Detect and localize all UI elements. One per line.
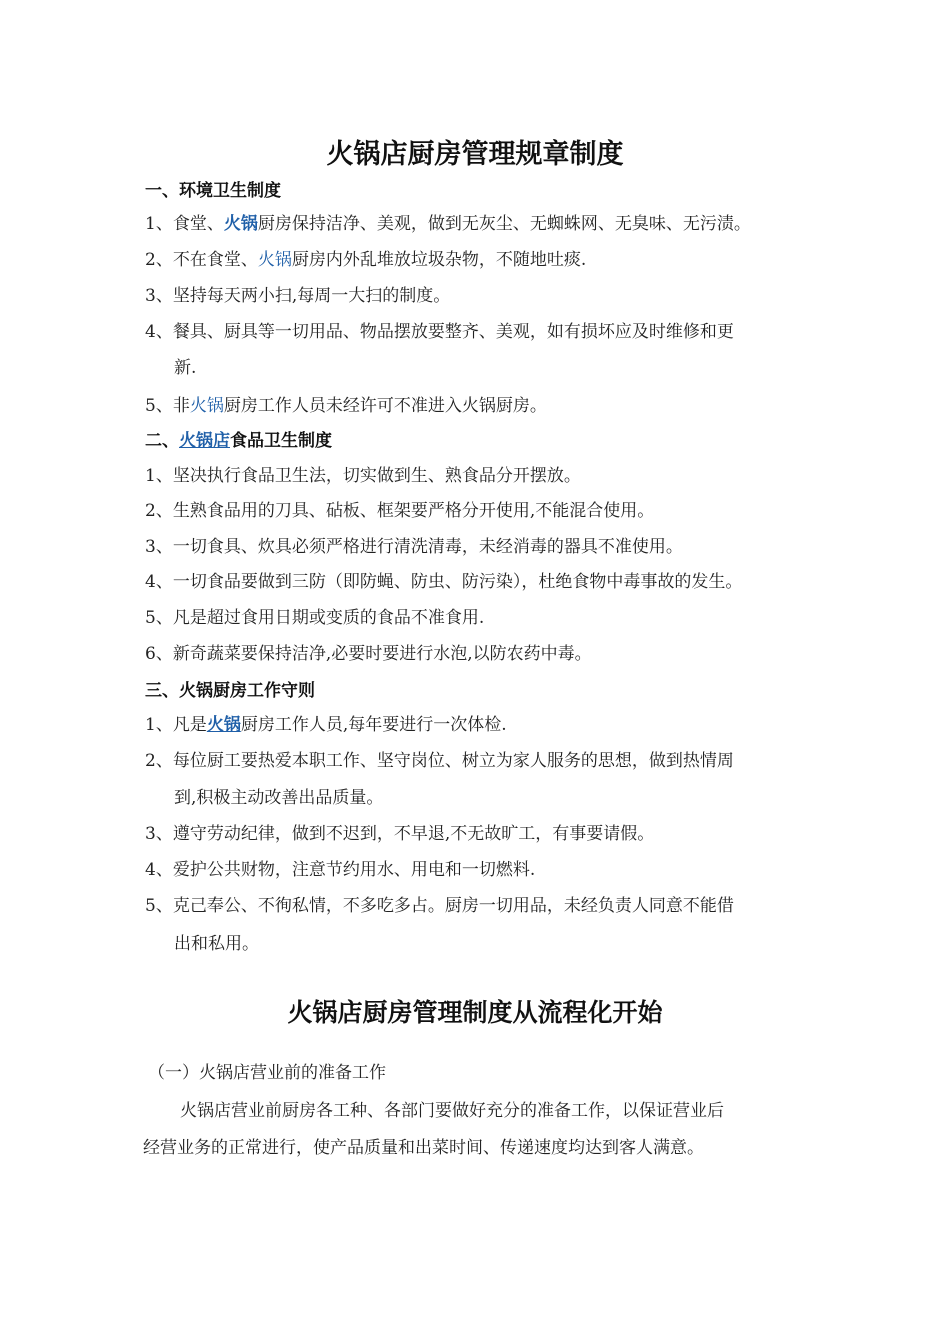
list-item — [145, 391, 547, 416]
list-item: 4、餐具、厨具等一切用品、物品摆放要整齐、美观，如有损坏应及时维修和更 — [145, 322, 734, 342]
item-text: 5、非 — [145, 396, 190, 416]
section-heading-work-rules: 三、火锅厨房工作守则 — [145, 681, 315, 701]
list-item: 5、克己奉公、不徇私情，不多吃多占。厨房一切用品，未经负责人同意不能借 — [145, 896, 734, 916]
list-item: 5、凡是超过食用日期或变质的食品不准食用. — [145, 608, 485, 628]
list-item: 3、遵守劳动纪律，做到不迟到，不早退,不无故旷工，有事要请假。 — [145, 824, 655, 844]
paragraph-line: 火锅店营业前厨房各工种、各部门要做好充分的准备工作，以保证营业后 — [180, 1101, 724, 1121]
list-item: 4、爱护公共财物，注意节约用水、用电和一切燃料. — [145, 860, 536, 880]
list-item-continuation: 新. — [174, 358, 197, 378]
heading-prefix: 二、 — [145, 431, 179, 451]
hotpot-link[interactable]: 火锅 — [189, 396, 224, 416]
hotpot-link[interactable]: 火锅 — [257, 250, 292, 270]
item-text: 1、凡是 — [145, 715, 207, 735]
list-item-continuation: 到,积极主动改善出品质量。 — [174, 788, 384, 808]
list-item: 2、每位厨工要热爱本职工作、坚守岗位、树立为家人服务的思想，做到热情周 — [145, 751, 734, 771]
hotpot-shop-link[interactable]: 火锅店 — [179, 431, 230, 451]
list-item: 2、生熟食品用的刀具、砧板、框架要严格分开使用,不能混合使用。 — [145, 501, 655, 521]
item-text: 厨房工作人员,每年要进行一次体检. — [240, 715, 507, 735]
paragraph-line: 经营业务的正常进行，使产品质量和出菜时间、传递速度均达到客人满意。 — [143, 1138, 704, 1158]
section-heading-environment: 一、环境卫生制度 — [145, 181, 281, 201]
list-item — [145, 710, 507, 735]
section-title-process: 火锅店厨房管理制度从流程化开始 — [287, 998, 663, 1027]
item-text: 厨房保持洁净、美观，做到无灰尘、无蜘蛛网、无臭味、无污渍。 — [257, 214, 751, 234]
list-item — [145, 245, 586, 270]
list-item-continuation: 出和私用。 — [174, 934, 259, 954]
list-item: 3、坚持每天两小扫,每周一大扫的制度。 — [145, 286, 451, 306]
heading-suffix: 食品卫生制度 — [230, 431, 332, 451]
item-text: 1、食堂、 — [145, 214, 224, 234]
subsection-heading: （一）火锅店营业前的准备工作 — [148, 1063, 386, 1083]
item-text: 厨房内外乱堆放垃圾杂物，不随地吐痰. — [291, 250, 587, 270]
list-item: 3、一切食具、炊具必须严格进行清洗清毒，未经消毒的器具不准使用。 — [145, 537, 683, 557]
hotpot-link[interactable]: 火锅 — [223, 214, 258, 234]
section-heading-food-hygiene — [145, 426, 332, 451]
item-text: 厨房工作人员未经许可不准进入火锅厨房。 — [223, 396, 547, 416]
item-text: 2、不在食堂、 — [145, 250, 258, 270]
list-item: 1、坚决执行食品卫生法，切实做到生、熟食品分开摆放。 — [145, 466, 581, 486]
list-item: 4、一切食品要做到三防（即防蝇、防虫、防污染），杜绝食物中毒事故的发生。 — [145, 572, 743, 592]
hotpot-link[interactable]: 火锅 — [206, 715, 241, 735]
list-item: 6、新奇蔬菜要保持洁净,必要时要进行水泡,以防农药中毒。 — [145, 644, 592, 664]
document-title: 火锅店厨房管理规章制度 — [326, 139, 624, 170]
list-item — [145, 209, 751, 234]
